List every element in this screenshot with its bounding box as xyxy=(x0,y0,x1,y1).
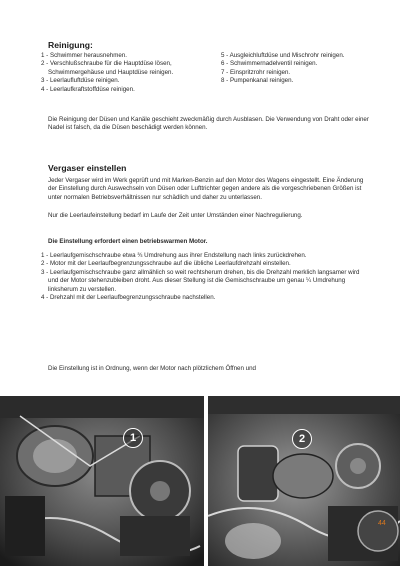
adjust-steps xyxy=(41,252,370,302)
cleaning-list-left xyxy=(41,52,216,94)
figure-callout-2: 2 xyxy=(292,429,312,449)
cleaning-list-right xyxy=(221,52,368,86)
list-item: 7 - Einspritzrohr reinigen. xyxy=(221,68,291,76)
list-item: 3 - Leerlaufgemischschraube ganz allmählich so weit rechtsherum drehen, bis die Drehzahl merklich langsamer wird und der Motor stehenzubleiben droht. Aus dieser Stellung ist die Gemischschraube um genau ¼ Umdrehung linksherum zu verstellen. xyxy=(41,268,360,293)
figure-callout-1: 1 xyxy=(123,428,143,448)
engine-photo-2 xyxy=(208,396,400,566)
cleaning-heading: Reinigung: xyxy=(48,40,93,50)
adjust-paragraph-1: Jeder Vergaser wird im Werk geprüft und mit Marken-Benzin auf den Motor des Wagens eingestellt. Eine Änderung der Einstellung durch Auswechseln von Düsen oder Lufttrichter gegen andere als die vorgeschriebenen Größen ist unter normalen Betriebsverhältnissen nur schädlich und daher zu unterlassen. xyxy=(48,177,364,201)
engine-photo-1-image xyxy=(0,396,204,566)
page-number: 44 xyxy=(378,520,386,527)
engine-photo-1 xyxy=(0,396,204,566)
list-item: 3 - Leerlaufluftdüse reinigen. xyxy=(41,77,120,85)
list-item: 1 - Schwimmer herausnehmen. xyxy=(41,52,127,59)
adjust-final-line: Die Einstellung ist in Ordnung, wenn der Motor nach plötzlichem Öffnen und xyxy=(48,365,256,372)
list-item: 4 - Leerlaufkraftstoffdüse reinigen. xyxy=(41,85,135,93)
list-item: 5 - Ausgleichluftdüse und Mischrohr reinigen. xyxy=(221,52,345,59)
list-item: 6 - Schwimmernadelventil reinigen. xyxy=(221,60,318,68)
adjust-heading: Vergaser einstellen xyxy=(48,163,127,173)
cleaning-note: Die Reinigung der Düsen und Kanäle geschieht zweckmäßig durch Ausblasen. Die Verwendung von Draht oder einer Nadel ist falsch, da die Düsen beschädigt werden können. xyxy=(48,116,369,132)
list-item: 1 - Leerlaufgemischschraube etwa ¾ Umdrehung aus ihrer Endstellung nach links zurückdrehen. xyxy=(41,252,307,259)
engine-photo-2-image xyxy=(208,396,400,566)
list-item: 2 - Verschlußschraube für die Hauptdüse lösen, Schwimmergehäuse und Hauptdüse reinigen. xyxy=(41,60,174,76)
list-item: 4 - Drehzahl mit der Leerlaufbegrenzungsschraube nachstellen. xyxy=(41,294,216,302)
list-item: 8 - Pumpenkanal reinigen. xyxy=(221,77,294,85)
list-item: 2 - Motor mit der Leerlaufbegrenzungsschraube auf die übliche Leerlaufdrehzahl einstellen. xyxy=(41,260,291,268)
adjust-paragraph-2: Nur die Leerlaufeinstellung bedarf im Laufe der Zeit unter Umständen einer Nachregulierung. xyxy=(48,212,303,219)
warm-engine-heading: Die Einstellung erfordert einen betriebswarmen Motor. xyxy=(48,238,208,245)
